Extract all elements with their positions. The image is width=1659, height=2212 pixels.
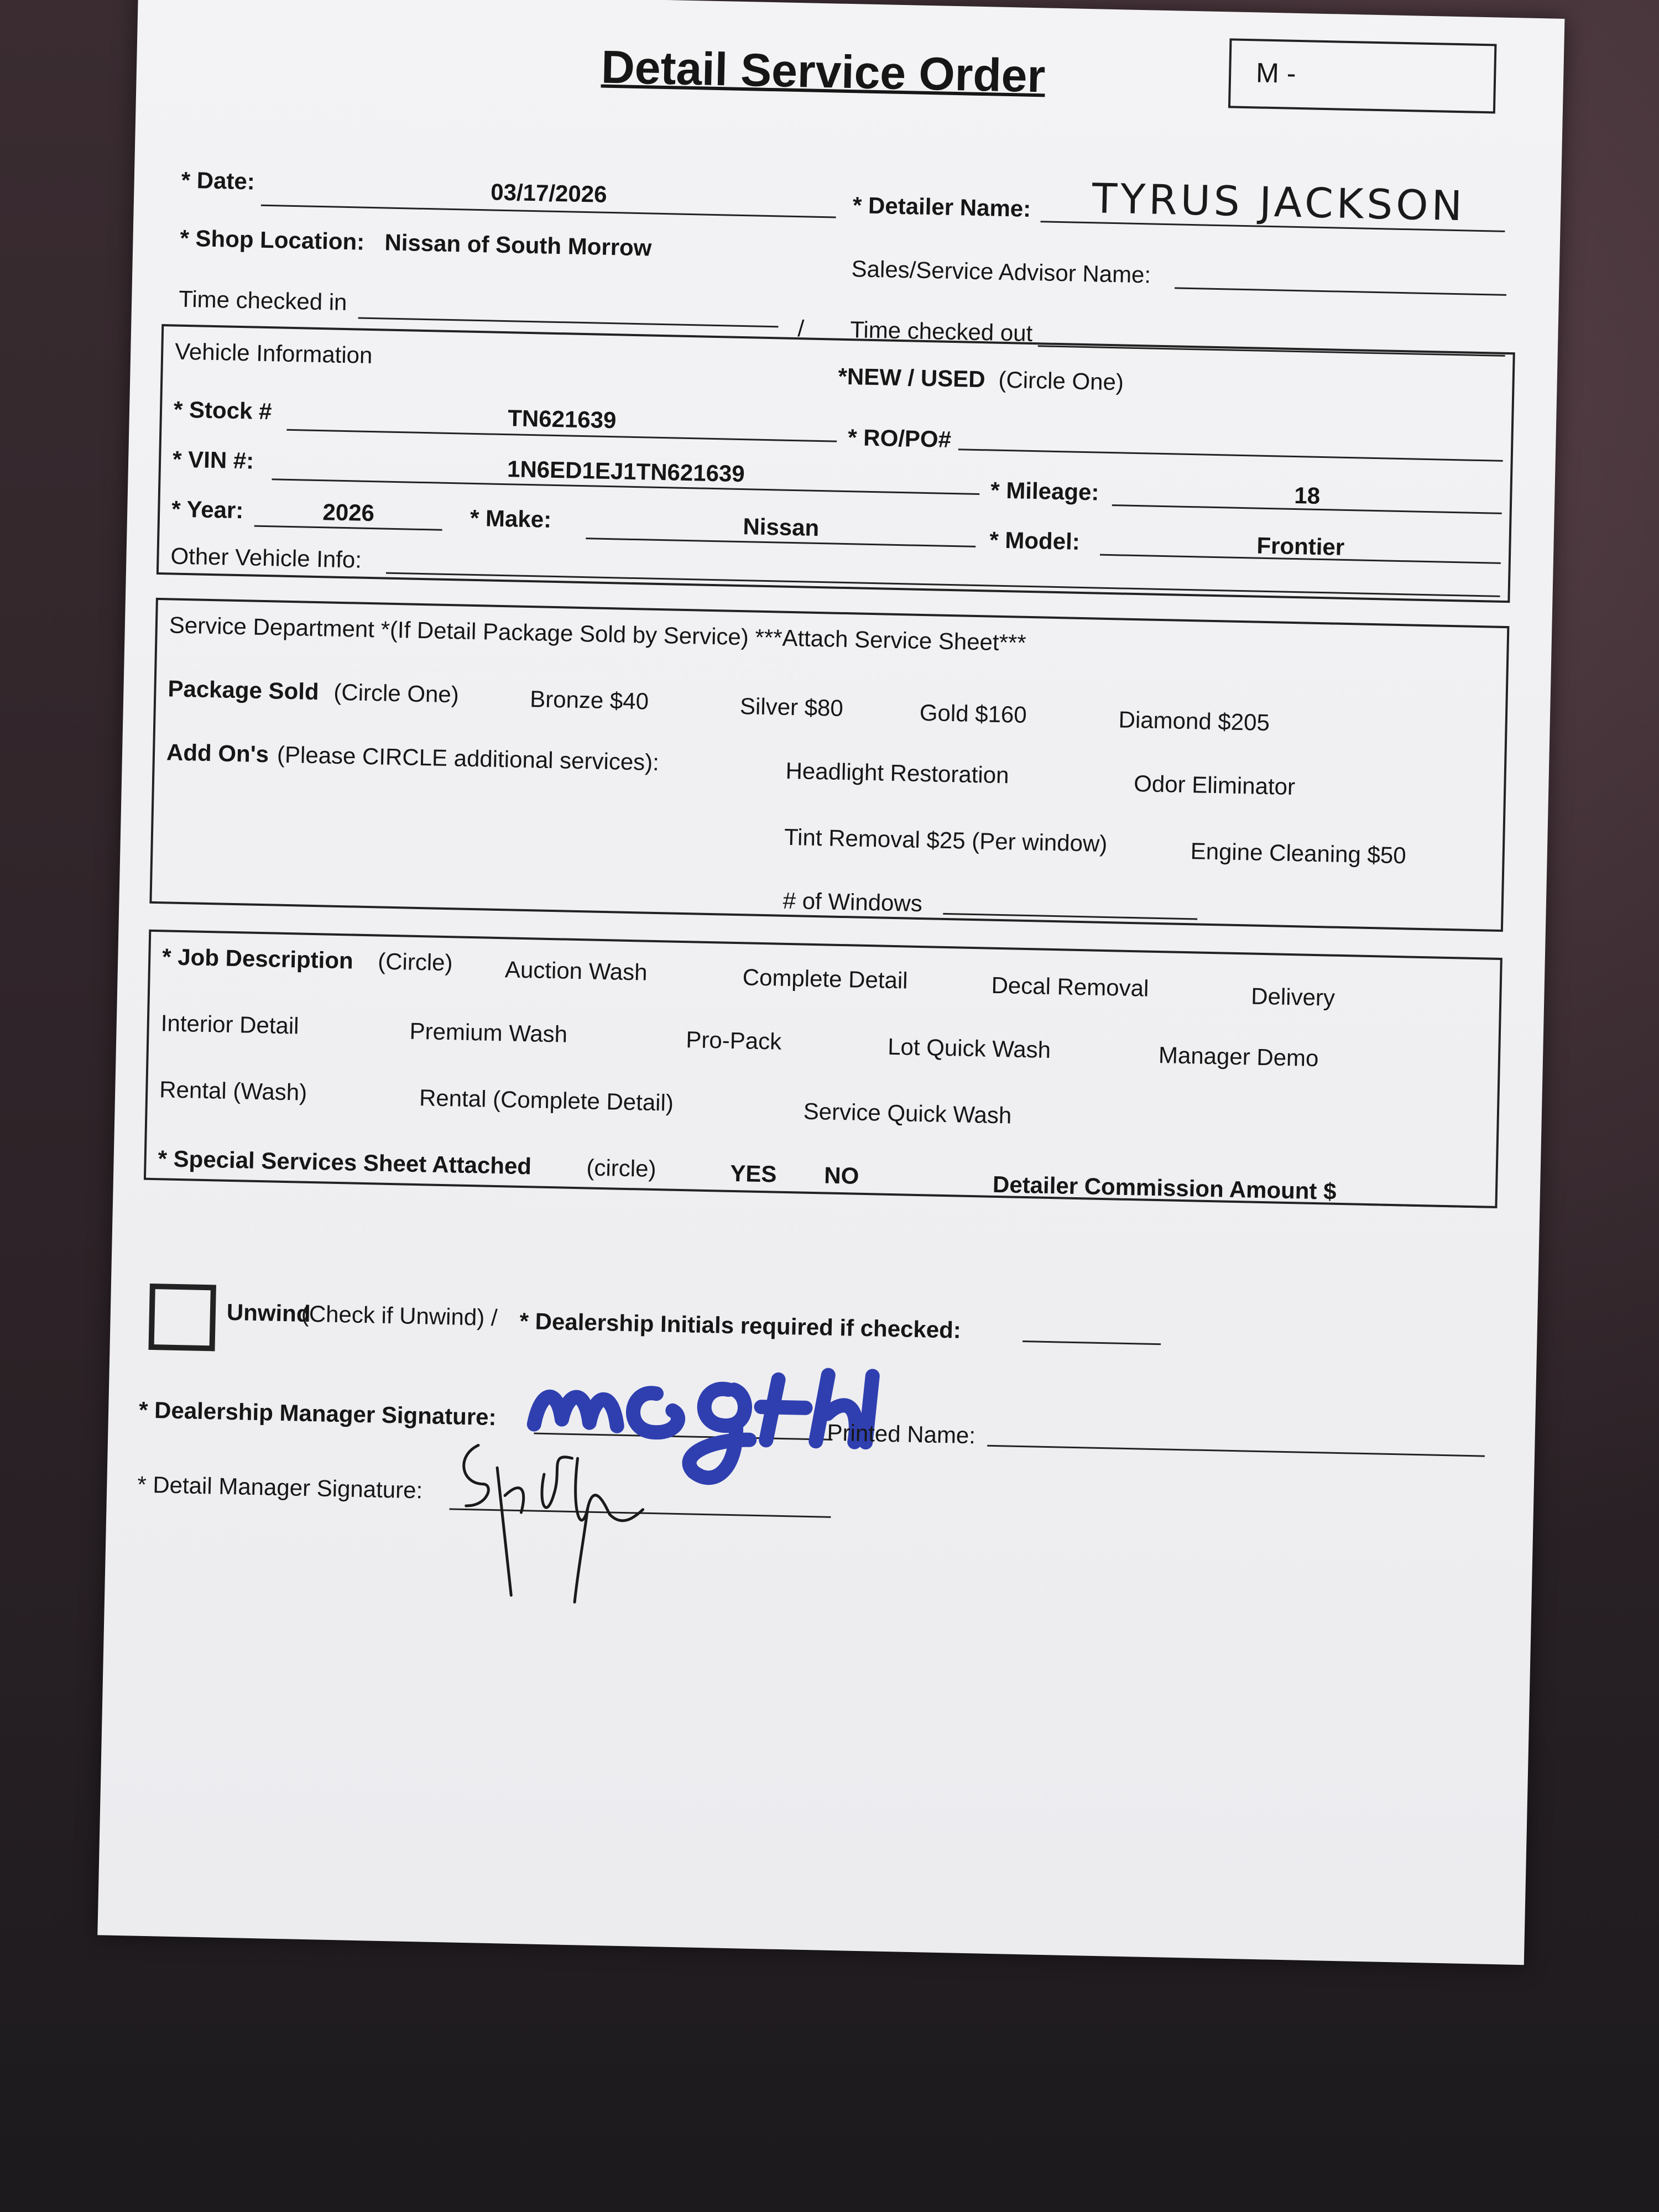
stock-value[interactable]: TN621639 [507, 405, 617, 434]
order-number-box[interactable] [1228, 38, 1497, 113]
job-lot-quick-wash[interactable]: Lot Quick Wash [887, 1033, 1051, 1063]
mileage-value[interactable]: 18 [1293, 482, 1321, 509]
unwind-label: Unwind [226, 1298, 311, 1327]
addon-engine[interactable]: Engine Cleaning $50 [1190, 838, 1407, 869]
other-info-label: Other Vehicle Info: [170, 542, 362, 573]
printed-name-line[interactable] [987, 1445, 1485, 1457]
job-manager-demo[interactable]: Manager Demo [1158, 1042, 1319, 1072]
new-used-label[interactable]: *NEW / USED [838, 363, 986, 393]
year-value[interactable]: 2026 [322, 499, 375, 526]
time-slash: / [797, 315, 805, 342]
windows-label: # of Windows [782, 887, 923, 917]
service-header: Service Department *(If Detail Package Sold by Service) ***Attach Service Sheet*** [169, 612, 1027, 656]
ropo-label: * RO/PO# [847, 424, 952, 452]
initials-label: * Dealership Initials required if checked: [519, 1307, 962, 1343]
job-complete-detail[interactable]: Complete Detail [742, 964, 909, 994]
job-hint: (Circle) [377, 948, 453, 976]
addons-hint: (Please CIRCLE additional services): [276, 741, 660, 776]
special-yes[interactable]: YES [729, 1160, 777, 1187]
year-label: * Year: [171, 495, 244, 524]
package-diamond[interactable]: Diamond $205 [1118, 706, 1270, 736]
job-interior-detail[interactable]: Interior Detail [160, 1010, 300, 1039]
commission-label: Detailer Commission Amount $ [992, 1171, 1337, 1204]
make-label: * Make: [469, 504, 552, 533]
make-value[interactable]: Nissan [743, 513, 820, 541]
job-premium-wash[interactable]: Premium Wash [409, 1018, 568, 1047]
addons-label: Add On's [166, 739, 269, 768]
model-value[interactable]: Frontier [1256, 532, 1345, 560]
addon-odor[interactable]: Odor Eliminator [1133, 770, 1296, 800]
package-bronze[interactable]: Bronze $40 [529, 686, 649, 714]
order-prefix: M - [1255, 57, 1297, 89]
job-label: * Job Description [161, 943, 354, 974]
time-in-line[interactable] [358, 317, 779, 327]
detailer-label: * Detailer Name: [852, 192, 1031, 222]
job-pro-pack[interactable]: Pro-Pack [685, 1026, 782, 1055]
vin-value[interactable]: 1N6ED1EJ1TN621639 [507, 456, 745, 487]
initials-line[interactable] [1022, 1340, 1161, 1345]
vin-label: * VIN #: [172, 446, 254, 474]
stock-label: * Stock # [173, 396, 272, 425]
printed-name-label: Printed Name: [827, 1419, 976, 1449]
job-auction-wash[interactable]: Auction Wash [504, 956, 648, 985]
new-used-hint: (Circle One) [998, 366, 1124, 395]
manager-signature-label: * Dealership Manager Signature: [138, 1396, 497, 1431]
package-label: Package Sold [168, 675, 320, 705]
mileage-label: * Mileage: [990, 477, 1099, 505]
package-silver[interactable]: Silver $80 [739, 693, 844, 721]
special-services-hint: (circle) [586, 1154, 656, 1182]
time-out-label: Time checked out [849, 316, 1033, 347]
unwind-hint: (Check if Unwind) / [301, 1300, 498, 1331]
time-in-label: Time checked in [178, 285, 347, 316]
form-title: Detail Service Order [601, 40, 1046, 102]
shop-value[interactable]: Nissan of South Morrow [384, 229, 652, 261]
shop-label: * Shop Location: [180, 225, 365, 255]
job-service-quick-wash[interactable]: Service Quick Wash [803, 1098, 1012, 1129]
special-services-label: * Special Services Sheet Attached [158, 1145, 532, 1180]
date-value[interactable]: 03/17/2026 [490, 179, 608, 207]
job-rental-complete[interactable]: Rental (Complete Detail) [419, 1084, 674, 1116]
advisor-label: Sales/Service Advisor Name: [851, 255, 1151, 288]
addon-tint[interactable]: Tint Removal $25 (Per window) [784, 823, 1108, 857]
detailer-value[interactable]: TYRUS JACKSON [1091, 175, 1466, 231]
date-label: * Date: [181, 166, 255, 195]
unwind-checkbox[interactable] [148, 1284, 216, 1351]
job-delivery[interactable]: Delivery [1250, 983, 1335, 1011]
package-hint: (Circle One) [333, 679, 460, 708]
vehicle-info-label: Vehicle Information [174, 338, 373, 369]
model-label: * Model: [989, 526, 1081, 555]
service-order-form [97, 0, 1564, 1965]
advisor-line[interactable] [1175, 287, 1506, 296]
package-gold[interactable]: Gold $160 [919, 699, 1027, 728]
job-rental-wash[interactable]: Rental (Wash) [159, 1076, 307, 1105]
detail-signature[interactable] [442, 1422, 733, 1616]
addon-headlight[interactable]: Headlight Restoration [785, 757, 1009, 789]
special-no[interactable]: NO [823, 1162, 859, 1189]
job-decal-removal[interactable]: Decal Removal [991, 972, 1149, 1001]
detail-signature-label: * Detail Manager Signature: [137, 1471, 423, 1504]
